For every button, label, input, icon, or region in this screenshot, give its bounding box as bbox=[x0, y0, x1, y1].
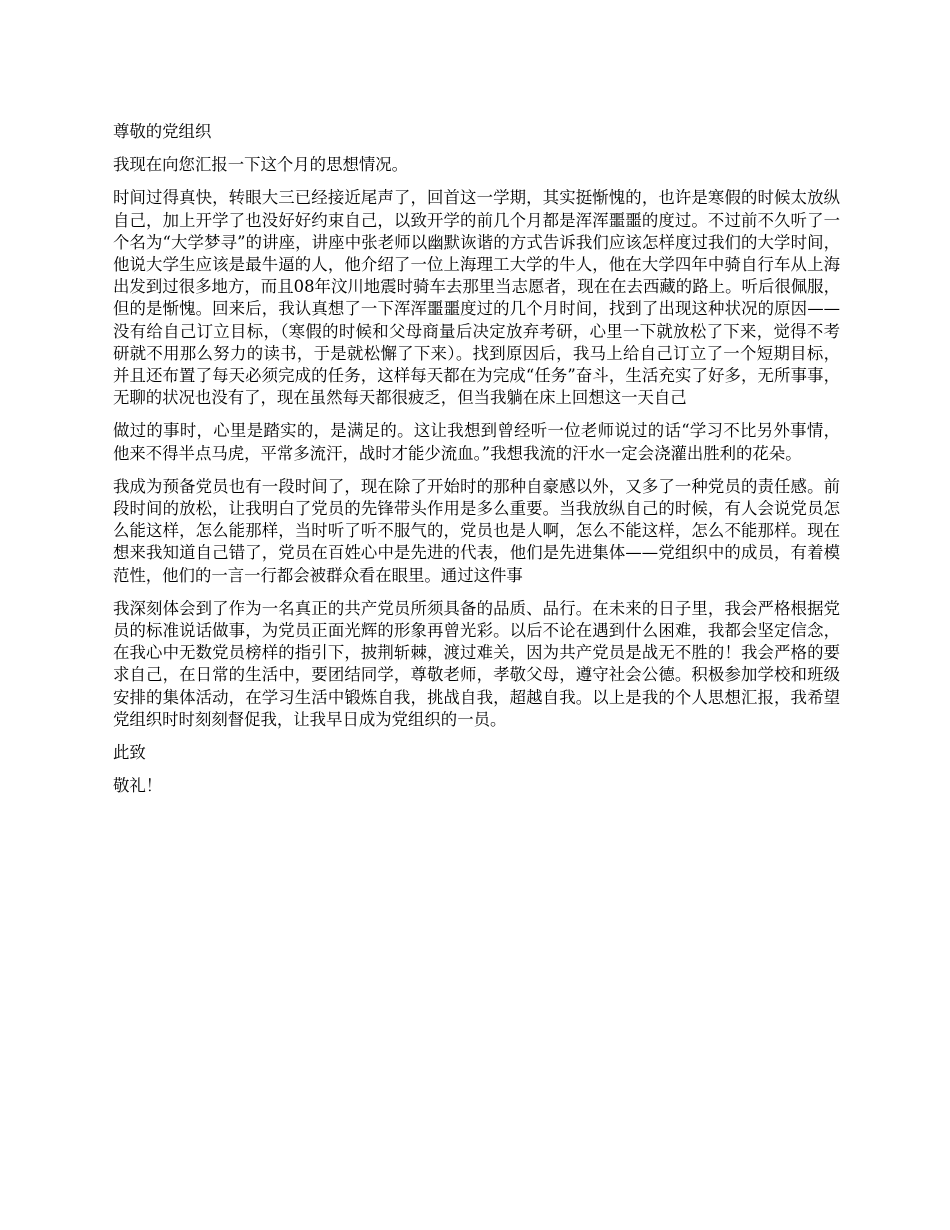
paragraph-reflection: 时间过得真快，转眼大三已经接近尾声了，回首这一学期，其实挺惭愧的，也许是寒假的时候太放纵自己，加上开学了也没好好约束自己，以致开学的前几个月都是浑浑噩噩的度过。不过前不久听了一个名为“大学梦寻”的讲座，讲座中张老师以幽默诙谐的方式告诉我们应该怎样度过我们的大学时间，他说大学生应该是最牛逼的人，他介绍了一位上海理工大学的牛人，他在大学四年中骑自行车从上海出发到过很多地方，而且08年汶川地震时骑车去那里当志愿者，现在在去西藏的路上。听后很佩服，但的是惭愧。回来后，我认真想了一下浑浑噩噩度过的几个月时间，找到了出现这种状况的原因——没有给自己订立目标，（寒假的时候和父母商量后决定放弃考研，心里一下就放松了下来，觉得不考研就不用那么努力的读书，于是就松懈了下来）。找到原因后，我马上给自己订立了一个短期目标，并且还布置了每天必须完成的任务，这样每天都在为完成“任务”奋斗，生活充实了好多，无所事事，无聊的状况也没有了，现在虽然每天都很疲乏，但当我躺在床上回想这一天自己 bbox=[113, 188, 840, 408]
letter-body bbox=[113, 121, 840, 808]
paragraph-responsibility: 我成为预备党员也有一段时间了，现在除了开始时的那种自豪感以外，又多了一种党员的责任感。前段时间的放松，让我明白了党员的先锋带头作用是多么重要。当我放纵自己的时候，有人会说党员怎么能这样，怎么能那样，当时听了听不服气的，党员也是人啊，怎么不能这样，怎么不能那样。现在想来我知道自己错了，党员在百姓心中是先进的代表，他们是先进集体——党组织中的成员，有着模范性，他们的一言一行都会被群众看在眼里。通过这件事 bbox=[113, 476, 840, 585]
regards: 敬礼！ bbox=[113, 776, 163, 796]
salutation: 尊敬的党组织 bbox=[113, 122, 212, 141]
closing: 此致 bbox=[113, 743, 146, 763]
paragraph-commitment: 我深刻体会到了作为一名真正的共产党员所须具备的品质、品行。在未来的日子里，我会严格根据党员的标准说话做事，为党员正面光辉的形象再曾光彩。以后不论在遇到什么困难，我都会坚定信念，在我心中无数党员榜样的指引下，披荆斩棘，渡过难关，因为共产党员是战无不胜的！我会严格的要求自己，在日常的生活中，要团结同学，尊敬老师，孝敬父母，遵守社会公德。积极参加学校和班级安排的集体活动，在学习生活中锻炼自我，挑战自我，超越自我。以上是我的个人思想汇报，我希望党组织时时刻刻督促我，让我早日成为党组织的一员。 bbox=[113, 598, 840, 729]
paragraph-intro: 我现在向您汇报一下这个月的思想情况。 bbox=[113, 155, 409, 175]
paragraph-satisfaction: 做过的事时，心里是踏实的，是满足的。这让我想到曾经听一位老师说过的话“学习不比另外事情，他来不得半点马虎，平常多流汗，战时才能少流血。”我想我流的汗水一定会浇灌出胜利的花朵。 bbox=[113, 421, 840, 463]
